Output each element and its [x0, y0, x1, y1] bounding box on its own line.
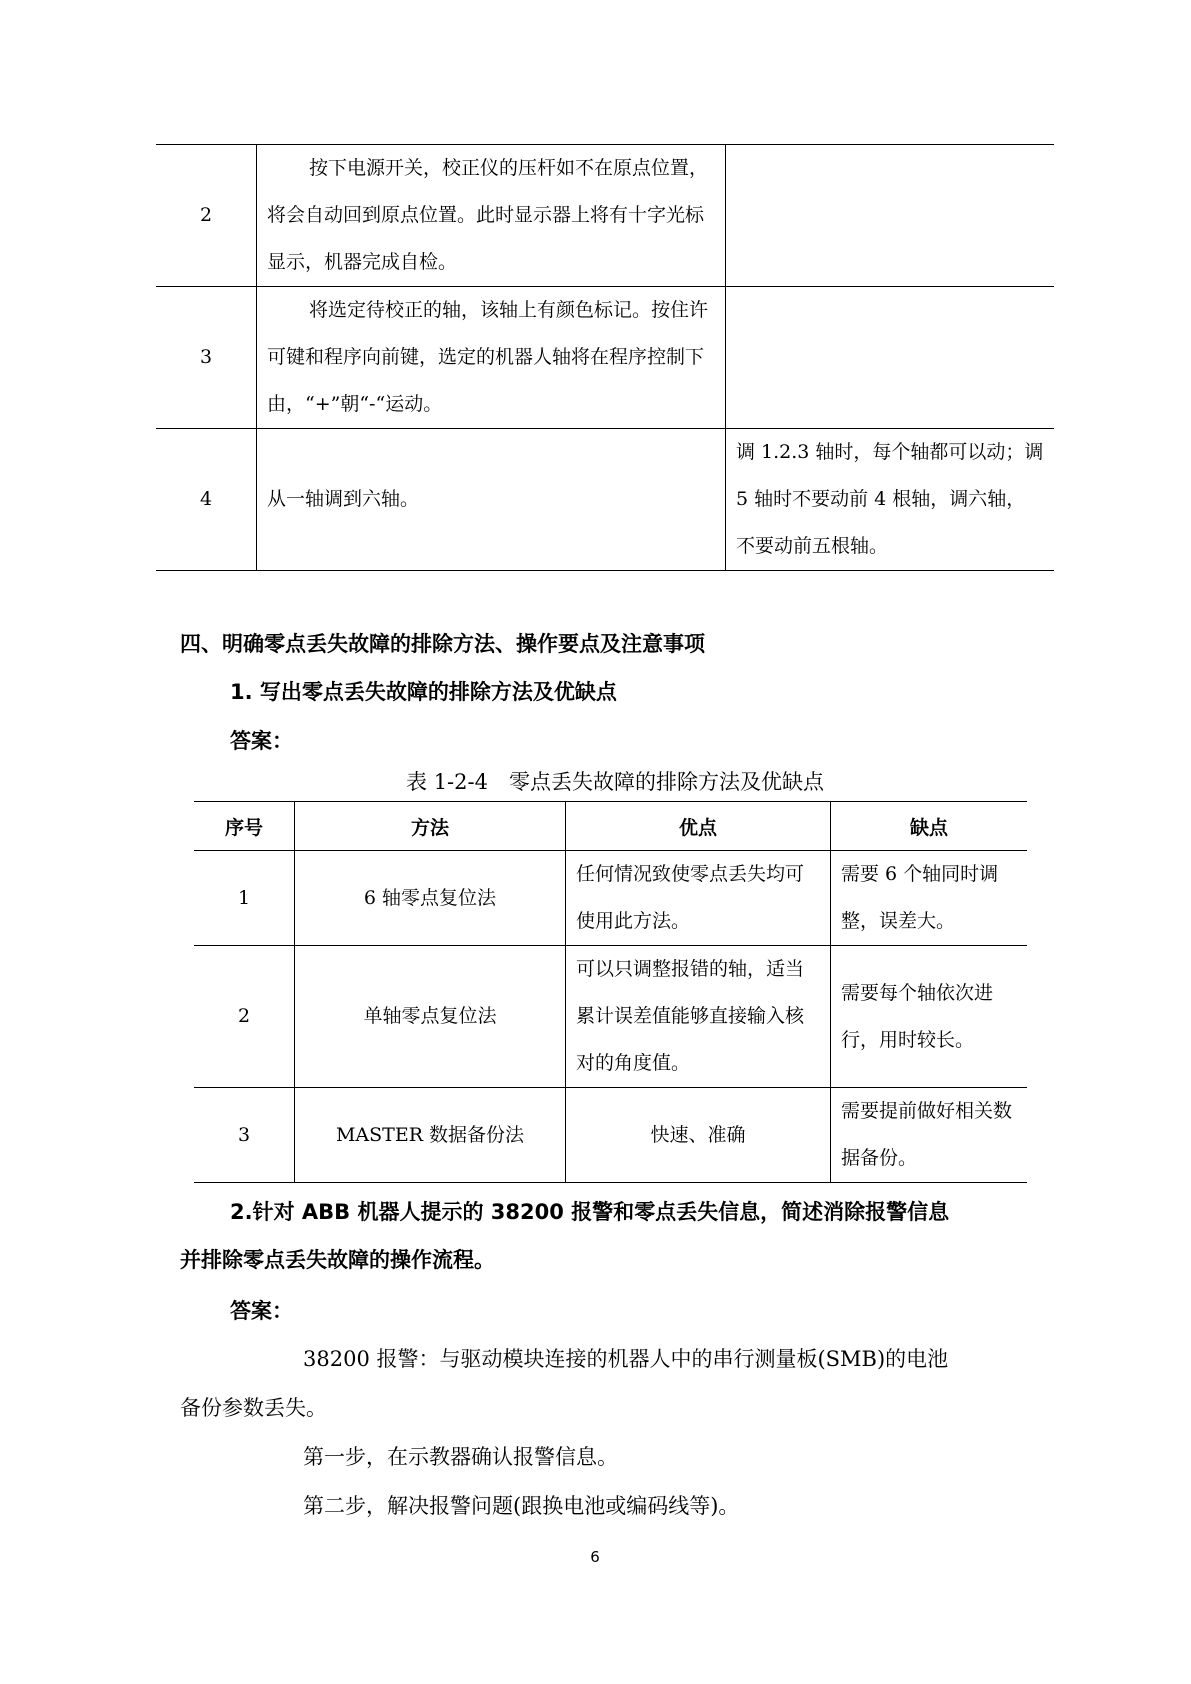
answer-label: 答案：	[230, 1299, 293, 1323]
step-description: 将选定待校正的轴，该轴上有颜色标记。按住许可键和程序向前键，选定的机器人轴将在程序控制下由，“+”朝“-“运动。	[257, 287, 726, 429]
row-number: 4	[156, 429, 257, 571]
column-header: 方法	[295, 802, 566, 851]
table-header-row	[194, 802, 1027, 851]
question-2-line-1: 2.针对 ABB 机器人提示的 38200 报警和零点丢失信息，简述消除报警信息	[230, 1200, 950, 1224]
pros-cell: 任何情况致使零点丢失均可使用此方法。	[566, 851, 831, 946]
pros-cell: 可以只调整报错的轴，适当累计误差值能够直接输入核对的角度值。	[566, 946, 831, 1088]
column-header: 缺点	[831, 802, 1028, 851]
section-heading: 四、明确零点丢失故障的排除方法、操作要点及注意事项	[180, 632, 705, 656]
row-number: 3	[194, 1088, 295, 1183]
step-description: 按下电源开关，校正仪的压杆如不在原点位置，将会自动回到原点位置。此时显示器上将有十字光标显示，机器完成自检。	[257, 145, 726, 287]
methods-table	[194, 801, 1027, 1183]
step-2-text: 第二步，解决报警问题(跟换电池或编码线等)。	[303, 1494, 740, 1518]
table-row	[194, 946, 1027, 1088]
alarm-description-line-1: 38200 报警：与驱动模块连接的机器人中的串行测量板(SMB)的电池	[303, 1347, 949, 1371]
step-description: 从一轴调到六轴。	[257, 429, 726, 571]
question-1-title: 1. 写出零点丢失故障的排除方法及优缺点	[230, 680, 617, 704]
alarm-description-line-2: 备份参数丢失。	[180, 1396, 327, 1420]
method-cell: MASTER 数据备份法	[295, 1088, 566, 1183]
pros-cell: 快速、准确	[566, 1088, 831, 1183]
cons-cell: 需要提前做好相关数据备份。	[831, 1088, 1028, 1183]
row-number: 2	[194, 946, 295, 1088]
table-row	[194, 851, 1027, 946]
table-row	[156, 287, 1054, 429]
answer-label: 答案：	[230, 729, 293, 753]
method-cell: 单轴零点复位法	[295, 946, 566, 1088]
column-header: 序号	[194, 802, 295, 851]
table-row	[194, 1088, 1027, 1183]
table-row	[156, 429, 1054, 571]
cons-cell: 需要每个轴依次进行，用时较长。	[831, 946, 1028, 1088]
table-caption: 表 1-2-4 零点丢失故障的排除方法及优缺点	[406, 770, 824, 794]
step-1-text: 第一步，在示教器确认报警信息。	[303, 1445, 618, 1469]
question-2-line-2: 并排除零点丢失故障的操作流程。	[180, 1248, 495, 1272]
page-number: 6	[590, 1548, 600, 1566]
cons-cell: 需要 6 个轴同时调整，误差大。	[831, 851, 1028, 946]
table-row	[156, 145, 1054, 287]
method-cell: 6 轴零点复位法	[295, 851, 566, 946]
step-note: 调 1.2.3 轴时，每个轴都可以动；调 5 轴时不要动前 4 根轴，调六轴，不要动前五根轴。	[726, 429, 1055, 571]
row-number: 3	[156, 287, 257, 429]
row-number: 1	[194, 851, 295, 946]
step-note	[726, 287, 1055, 429]
row-number: 2	[156, 145, 257, 287]
step-note	[726, 145, 1055, 287]
procedure-table	[156, 144, 1054, 571]
column-header: 优点	[566, 802, 831, 851]
